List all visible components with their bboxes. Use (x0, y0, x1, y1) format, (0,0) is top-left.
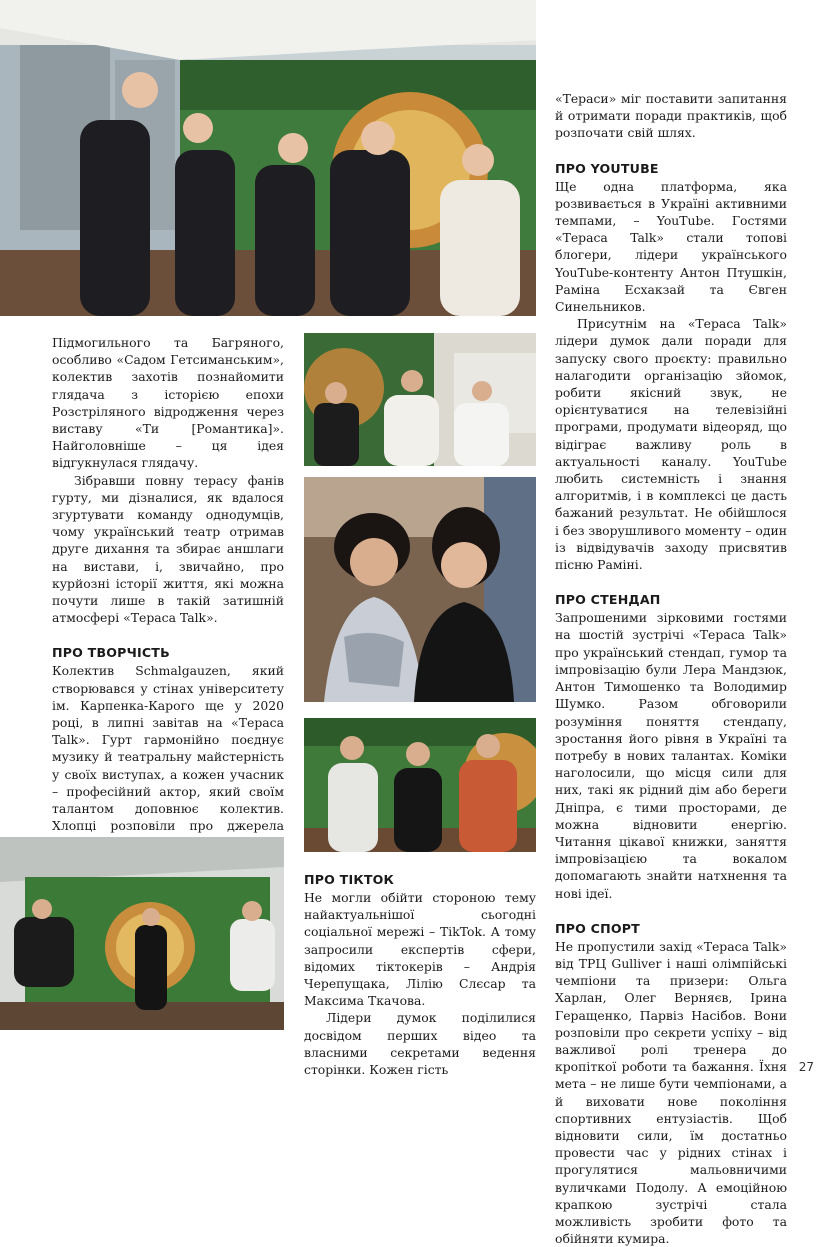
bottom-left-photo (0, 837, 284, 1030)
paragraph: Не могли обійти стороною тему найактуальнішої сьогодні соціальної мережі – TikTok. А тому запросили експертів сфери, відомих тіктокерів – Андрія Черепущака, Лілію Слєсар та Максима Ткачова. (304, 890, 536, 1009)
paragraph: Ще одна платформа, яка розвивається в Україні активними темпами, – YouTube. Гостями «Тераса Talk» стали топові блогери, лідери українського YouTube-контенту Антон Птушкін, Раміна Есхакзай та Євген Синельников. (555, 178, 787, 315)
top-photo (0, 0, 536, 316)
paragraph: Не пропустили захід «Тераса Talk» від ТРЦ Gulliver і наші олімпійські чемпіони та призери: Ольга Харлан, Олег Верняєв, Ірина Геращенко, Парвіз Насібов. Вони розповіли про секрети успіху – від важливої ролі тренера до кропіткої роботи та бажання. Їхня мета – не лише бути чемпіонами, а й виховати нове покоління спортивних ентузіастів. Щоб відновити сили, їм достатньо провести час у рідних стінах і прогулятися мальовничими вуличками Подолу. А емоційною крапкою зустрічі стала можливість зробити фото та обійняти кумира. (555, 938, 787, 1247)
paragraph: Колектив Schmalgauzen, який створювався у стінах університету ім. Карпенка-Карого ще у 2020 році, в липні завітав на «Тераса Talk». Гурт гармонійно поєднує музику й театральну майстерність у своїх виступах, а кожен учасник – професійний актор, який своїм талантом доповнює колектив. Хлопці розповіли про джерела (52, 663, 284, 834)
section-heading-creativity: ПРО ТВОРЧІСТЬ (52, 645, 170, 661)
paragraph: Лідери думок поділилися досвідом перших відео та власними секретами ведення сторінки. Кожен гість (304, 1010, 536, 1078)
section-heading-youtube: ПРО YOUTUBE (555, 160, 659, 176)
section-heading-standup: ПРО СТЕНДАП (555, 592, 661, 608)
paragraph: Зібравши повну терасу фанів гурту, ми дізналися, як вдалося згуртувати команду однодумців, чому український театр отримав друге дихання та збирає аншлаги на вистави, і, звичайно, про курйозні історії життя, які можна почути лише в такій затишній атмосфері «Тераса Talk». (52, 472, 284, 626)
section-heading-sport: ПРО СПОРТ (555, 920, 640, 936)
photo-2 (304, 333, 536, 466)
section-heading-tiktok: ПРО ТІКТОК (304, 872, 395, 887)
paragraph: Підмогильного та Багряного, особливо «Садом Гетсиманським», колектив захотів познайомити глядача з історією епохи Розстріляного відродження через виставу «Ти [Романтика]». Найголовніше – ця ідея відгукнулася глядачу. (52, 335, 284, 471)
paragraph: «Тераси» міг поставити запитання й отримати поради практиків, щоб розпочати свій шлях. (555, 91, 787, 141)
column-1 (52, 334, 284, 886)
photo-4 (304, 718, 536, 852)
paragraph: Присутнім на «Тераса Talk» лідери думок дали поради для запуску свого проєкту: правильно налагодити організацію зйомок, робити якісний звук, не орієнтуватися на телевізійні програми, продумати відеоряд, що відіграє важливу роль в актуальності каналу. YouTube любить системність і знання алгоритмів, і в комплексі це дасть бажаний результат. Не обійшлося і без зворушливого моменту – один із відвідувачів заходу присвятив пісню Раміні. (555, 316, 787, 573)
column-2 (304, 871, 536, 1078)
page-number: 27 (798, 1060, 814, 1074)
paragraph: Запрошеними зірковими гостями на шостій зустрічі «Тераса Talk» про український стендап, гумор та імпровізацію були Лера Мандзюк, Антон Тимошенко та Володимир Шумко. Разом обговорили розуміння поняття стендапу, зростання його рівня в Україні та потребу в нових талантах. Коміки наголосили, що місця сили для них, такі як рідний дім або береги Дніпра, є тими просторами, де можна відновити енергію. Читання цікавої книжки, заняття імпровізацією та вокалом допомагають знайти натхнення та нові ідеї. (555, 610, 787, 901)
photo-3 (304, 477, 536, 702)
column-3 (555, 90, 787, 1247)
